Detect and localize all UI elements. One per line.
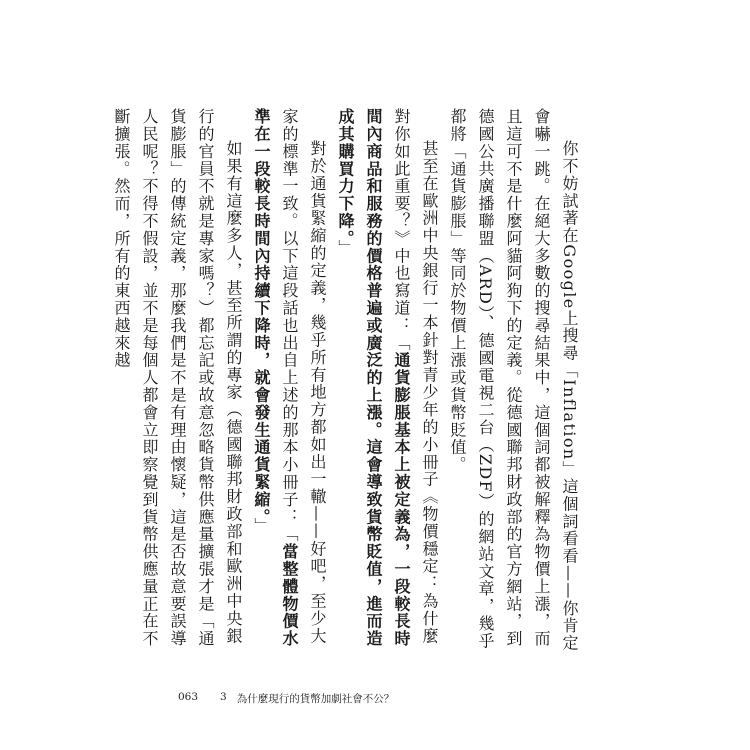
text-segment: 如果有這麼多人，甚至所謂的專家（德國聯邦財政部和歐洲中央銀行的官員不就是專家嗎？）都忘記或故意忽略貨幣供應量擴張才是「通貨膨脹」的傳統定義，那麼我們是不是有理由懷疑，這是否故意要誤導人民呢？不得不假設，並不是每個人都會立即察覺到貨幣供應量正在不斷擴張。然而，所有的東西越來越 bbox=[112, 108, 243, 648]
vertical-body-text bbox=[112, 108, 583, 654]
text-segment: 對於通貨緊縮的定義，幾乎所有地方都如出一轍——好吧，至少大家的標準一致。以下這段話也出自上述的那本小冊子：「 bbox=[280, 108, 327, 645]
text-segment: 」 bbox=[252, 517, 271, 536]
paragraph bbox=[247, 108, 331, 654]
chapter-number: 3 bbox=[220, 691, 227, 703]
text-segment: 」 bbox=[336, 239, 355, 257]
paragraph bbox=[107, 108, 247, 654]
paragraph bbox=[331, 108, 443, 654]
text-segment: 甚至在歐洲中央銀行一本針對青少年的小冊子《物價穩定：為什麼對你如此重要？》中也寫道：「 bbox=[392, 108, 439, 645]
emphasized-text: 當整體物價水準在一段較長時間內持續下降時，就會發生通貨緊縮。 bbox=[252, 108, 299, 648]
page-footer bbox=[178, 691, 394, 707]
chapter-title: 為什麼現行的貨幣加劇社會不公？ bbox=[236, 693, 395, 705]
text-segment: 你不妨試著在Google上搜尋「Inflation」這個詞看看——你肯定會嚇一跳。在絕大多數的搜尋結果中，這個詞都被解釋為物價上漲，而且這可不是什麼阿貓阿狗下的定義。從德國聯邦財政部的官方網站，到德國公共廣播聯盟（ARD）、德國電視二台（ZDF）的網站文章，幾乎都將「通貨膨脹」等同於物價上漲或貨幣貶值。 bbox=[448, 108, 579, 652]
emphasized-text: 通貨膨脹基本上被定義為，一段較長時間內商品和服務的價格普遍或廣泛的上漲。這會導致貨幣貶值，進而造成其購買力下降。 bbox=[336, 108, 411, 648]
paragraph bbox=[443, 108, 583, 654]
page-number: 063 bbox=[178, 691, 199, 703]
